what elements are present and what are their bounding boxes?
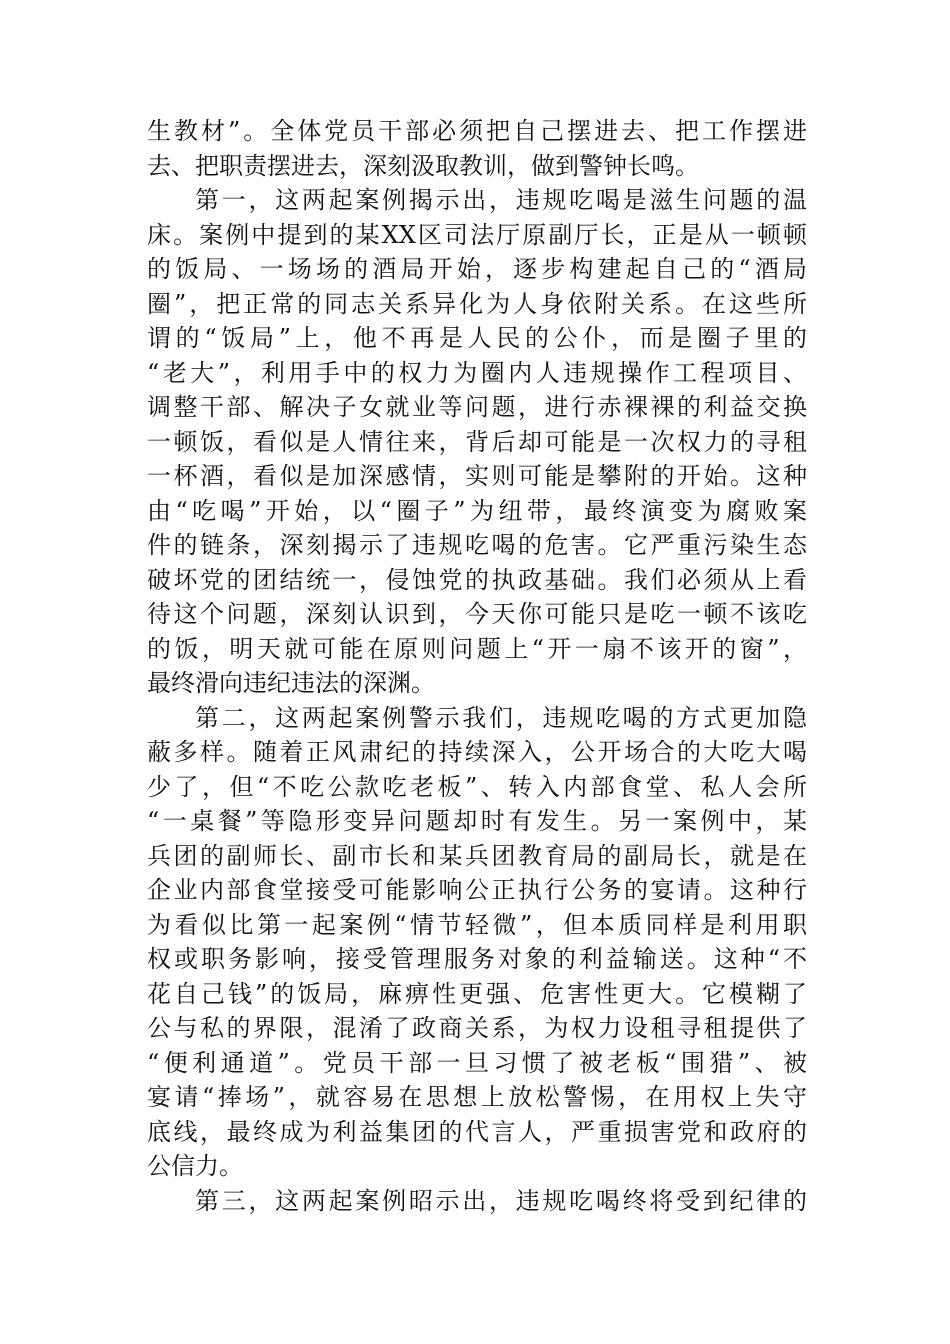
text-line: 为看似比第一起案例“情节轻微”，但本质同样是利用职 (147, 910, 807, 939)
text-line: 一顿饭，看似是人情往来，背后却可能是一次权力的寻租 (147, 427, 807, 456)
text-line: 兵团的副师长、副市长和某兵团教育局的副局长，就是在 (147, 841, 807, 870)
paragraph-first-line: 第三，这两起案例昭示出，违规吃喝终将受到纪律的 (195, 1186, 807, 1215)
body-text (147, 114, 807, 1218)
text-line: “便利通道”。党员干部一旦习惯了被老板“围猎”、被 (147, 1048, 807, 1077)
text-line: 的饭，明天就可能在原则问题上“开一扇不该开的窗”， (147, 634, 807, 663)
text-line: 花自己钱”的饭局，麻痹性更强、危害性更大。它模糊了 (147, 979, 807, 1008)
text-line: 谓的“饭局”上，他不再是人民的公仆，而是圈子里的 (147, 324, 807, 352)
text-line: 企业内部食堂接受可能影响公正执行公务的宴请。这种行 (147, 876, 807, 904)
text-line: 生教材”。全体党员干部必须把自己摆进去、把工作摆进 (147, 117, 807, 145)
text-line: 破坏党的团结统一，侵蚀党的执政基础。我们必须从上看 (147, 565, 807, 594)
text-line: 宴请“捧场”，就容易在思想上放松警惕，在用权上失守 (147, 1083, 807, 1111)
text-line: 的饭局、一场场的酒局开始，逐步构建起自己的“酒局 (147, 255, 807, 283)
text-line: 公信力。 (147, 1152, 243, 1180)
text-line: 由“吃喝”开始，以“圈子”为纽带，最终演变为腐败案 (147, 496, 807, 525)
text-line: 调整干部、解决子女就业等问题，进行赤裸裸的利益交换 (147, 393, 807, 421)
text-line: 最终滑向违纪违法的深渊。 (147, 669, 435, 697)
text-line: “老大”，利用手中的权力为圈内人违规操作工程项目、 (147, 358, 807, 387)
text-line: 公与私的界限，混淆了政商关系，为权力设租寻租提供了 (147, 1014, 807, 1042)
text-line: 一杯酒，看似是加深感情，实则可能是攀附的开始。这种 (147, 462, 807, 490)
text-line: 少了，但“不吃公款吃老板”、转入内部食堂、私人会所 (147, 772, 807, 801)
text-line: 件的链条，深刻揭示了违规吃喝的危害。它严重污染生态 (147, 531, 807, 559)
paragraph-first-line: 第一，这两起案例揭示出，违规吃喝是滋生问题的温 (195, 186, 807, 214)
text-line: 蔽多样。随着正风肃纪的持续深入，公开场合的大吃大喝 (147, 738, 807, 766)
paragraph-first-line: 第二，这两起案例警示我们，违规吃喝的方式更加隐 (195, 703, 807, 732)
text-line: “一桌餐”等隐形变异问题却时有发生。另一案例中，某 (147, 807, 807, 835)
text-line: 圈”，把正常的同志关系异化为人身依附关系。在这些所 (147, 289, 807, 318)
text-line: 权或职务影响，接受管理服务对象的利益输送。这种“不 (147, 945, 807, 973)
text-line: 床。案例中提到的某XX区司法厅原副厅长，正是从一顿顿 (147, 220, 807, 249)
text-line: 去、把职责摆进去，深刻汲取教训，做到警钟长鸣。 (147, 151, 699, 180)
text-line: 底线，最终成为利益集团的代言人，严重损害党和政府的 (147, 1117, 807, 1146)
text-line: 待这个问题，深刻认识到，今天你可能只是吃一顿不该吃 (147, 600, 807, 628)
